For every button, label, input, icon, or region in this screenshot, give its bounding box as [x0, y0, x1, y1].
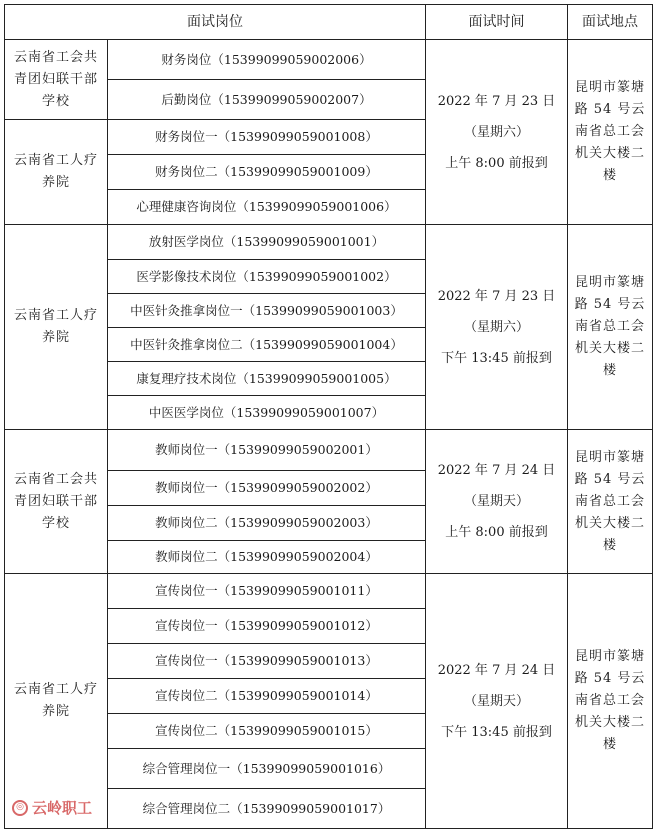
unit-cell: 云南省工会共青团妇联干部学校: [4, 429, 108, 574]
unit-cell: 云南省工人疗养院: [4, 573, 108, 829]
post-cell: 教师岗位二（15399099059002004）: [107, 540, 426, 574]
post-cell: 综合管理岗位一（15399099059001016）: [107, 748, 426, 789]
post-cell: 教师岗位一（15399099059002001）: [107, 429, 426, 471]
interview-weekday: （星期天）: [463, 693, 529, 709]
post-cell: 宣传岗位二（15399099059001014）: [107, 678, 426, 714]
watermark-text: 云岭职工: [32, 799, 93, 817]
interview-date: 2022 年 7 月 24 日: [437, 662, 556, 678]
header-place: 面试地点: [567, 4, 653, 40]
report-time: 下午 13:45 前报到: [441, 724, 552, 740]
post-cell: 宣传岗位二（15399099059001015）: [107, 713, 426, 749]
interview-place-cell: 昆明市篆塘路 54 号云南省总工会机关大楼二楼: [567, 224, 653, 430]
interview-date: 2022 年 7 月 24 日: [437, 463, 556, 478]
post-cell: 宣传岗位一（15399099059001011）: [107, 573, 426, 609]
post-cell: 综合管理岗位二（15399099059001017）: [107, 788, 426, 829]
interview-time-cell: [425, 573, 568, 829]
post-cell: 宣传岗位一（15399099059001012）: [107, 608, 426, 644]
interview-date: 2022 年 7 月 23 日: [437, 93, 556, 109]
post-cell: 宣传岗位一（15399099059001013）: [107, 643, 426, 679]
interview-place-cell: 昆明市篆塘路 54 号云南省总工会机关大楼二楼: [567, 429, 653, 574]
interview-weekday: （星期六）: [463, 124, 529, 140]
interview-time-cell: [425, 224, 568, 430]
post-cell: 教师岗位二（15399099059002003）: [107, 505, 426, 541]
unit-cell: 云南省工人疗养院: [4, 224, 108, 430]
interview-time-cell: [425, 429, 568, 574]
interview-place-cell: 昆明市篆塘路 54 号云南省总工会机关大楼二楼: [567, 573, 653, 829]
watermark-logo: [12, 797, 92, 818]
post-cell: 医学影像技术岗位（15399099059001002）: [107, 259, 426, 294]
unit-cell: 云南省工人疗养院: [4, 119, 108, 225]
seal-icon: ◎: [12, 800, 28, 816]
post-cell: 放射医学岗位（15399099059001001）: [107, 224, 426, 260]
interview-weekday: （星期天）: [463, 494, 529, 509]
post-cell: 康复理疗技术岗位（15399099059001005）: [107, 361, 426, 396]
report-time: 上午 8:00 前报到: [445, 155, 548, 171]
interview-schedule-table: [4, 4, 653, 829]
post-cell: 教师岗位一（15399099059002002）: [107, 470, 426, 506]
interview-time-cell: [425, 39, 568, 225]
post-cell: 后勤岗位（15399099059002007）: [107, 79, 426, 120]
interview-weekday: （星期六）: [463, 319, 529, 335]
report-time: 上午 8:00 前报到: [445, 525, 548, 540]
post-cell: 财务岗位一（15399099059001008）: [107, 119, 426, 155]
report-time: 下午 13:45 前报到: [441, 350, 552, 366]
post-cell: 中医针灸推拿岗位二（15399099059001004）: [107, 327, 426, 362]
post-cell: 中医医学岗位（15399099059001007）: [107, 395, 426, 430]
post-cell: 中医针灸推拿岗位一（15399099059001003）: [107, 293, 426, 328]
post-cell: 财务岗位二（15399099059001009）: [107, 154, 426, 190]
interview-place-cell: 昆明市篆塘路 54 号云南省总工会机关大楼二楼: [567, 39, 653, 225]
header-time: 面试时间: [425, 4, 568, 40]
post-cell: 财务岗位（15399099059002006）: [107, 39, 426, 80]
post-cell: 心理健康咨询岗位（15399099059001006）: [107, 189, 426, 225]
header-post: 面试岗位: [4, 4, 426, 40]
interview-date: 2022 年 7 月 23 日: [437, 288, 556, 304]
unit-cell: 云南省工会共青团妇联干部学校: [4, 39, 108, 120]
